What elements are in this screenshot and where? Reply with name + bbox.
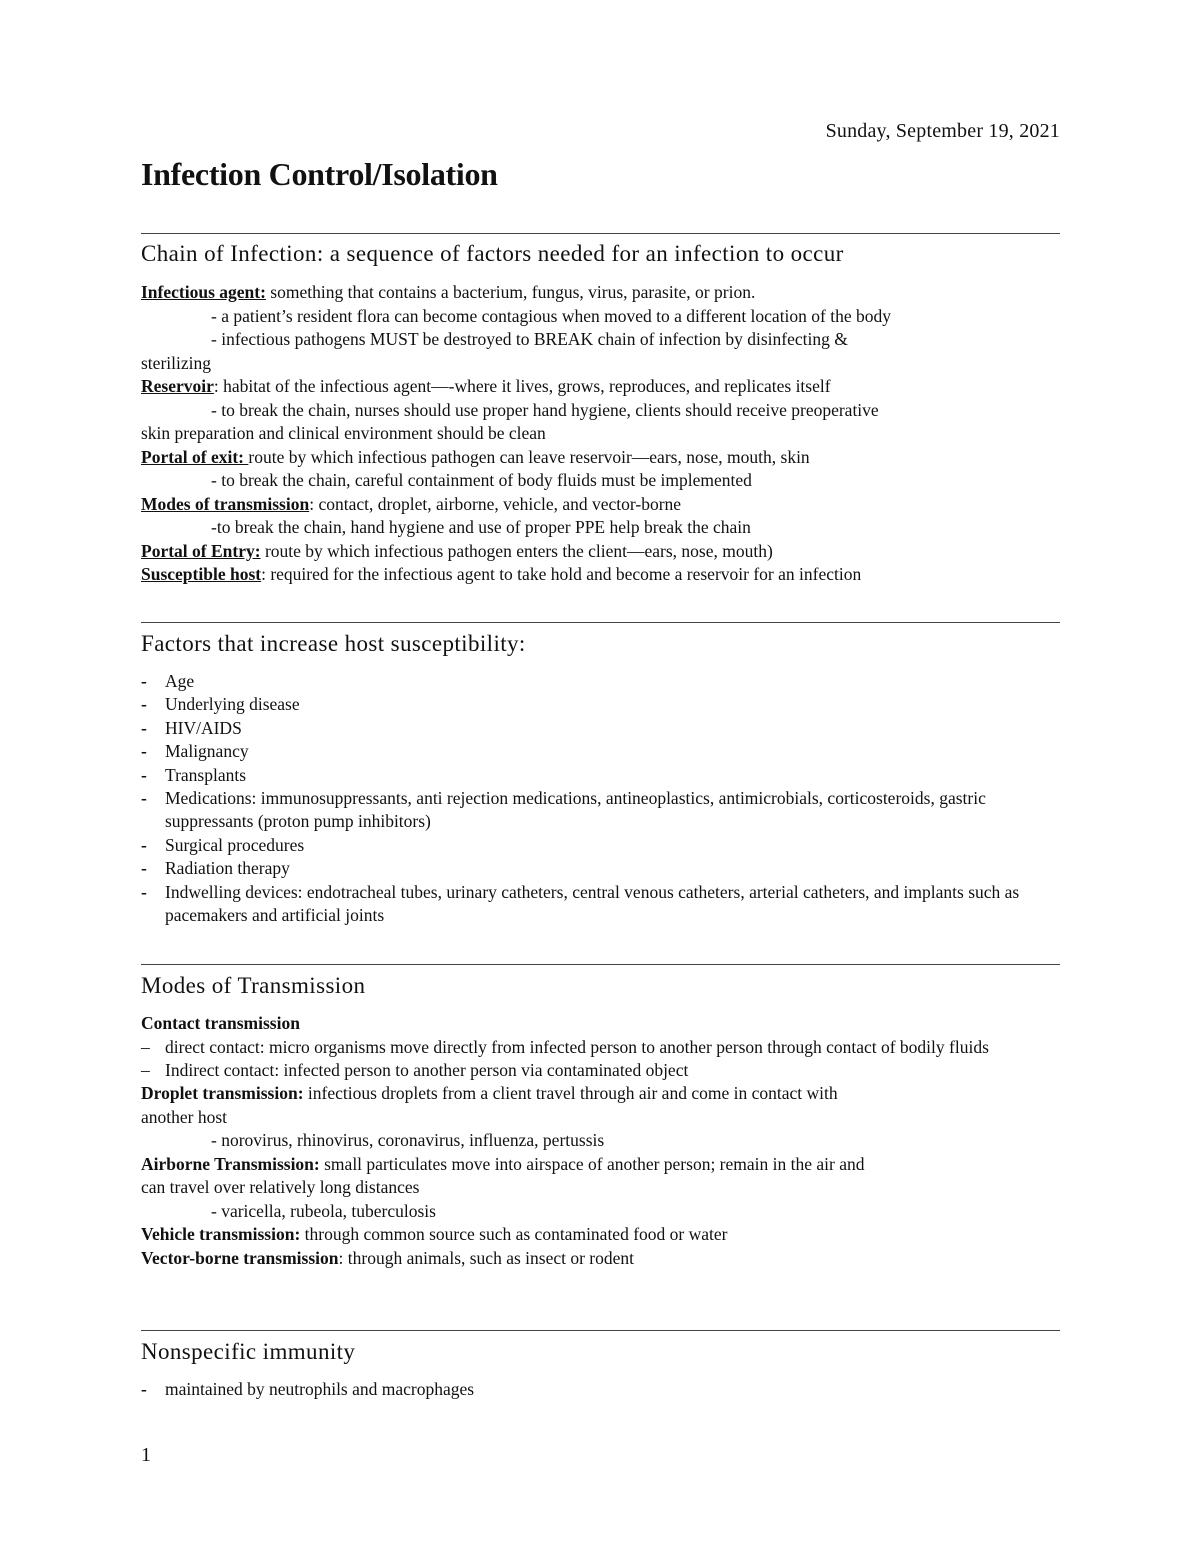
chain-note: - to break the chain, nurses should use proper hand hygiene, clients should receive preoperative bbox=[211, 399, 879, 420]
chain-of-infection-heading: Chain of Infection: a sequence of factors needed for an infection to occur bbox=[141, 241, 844, 266]
chain-note: - a patient’s resident flora can become contagious when moved to a different location of the body bbox=[211, 305, 892, 326]
contact-transmission-list bbox=[141, 1036, 1060, 1083]
airborne-transmission-continued: can travel over relatively long distances bbox=[141, 1177, 420, 1198]
chain-note: - to break the chain, careful containment of body fluids must be implemented bbox=[211, 470, 752, 490]
list-item: - Malignancy bbox=[141, 741, 249, 762]
airborne-examples: - varicella, rubeola, tuberculosis bbox=[211, 1200, 436, 1221]
droplet-transmission-continued: another host bbox=[141, 1106, 228, 1127]
section-divider bbox=[141, 964, 1060, 965]
droplet-transmission: Droplet transmission: infectious droplets from a client travel through air and come in contact with bbox=[141, 1083, 838, 1104]
chain-item-susceptible-host: Susceptible host: required for the infectious agent to take hold and become a reservoir for an infection bbox=[141, 564, 862, 584]
document-date: Sunday, September 19, 2021 bbox=[825, 120, 1060, 142]
chain-item-portal-of-entry: Portal of Entry: route by which infectious pathogen enters the client—ears, nose, mouth) bbox=[141, 540, 773, 561]
droplet-examples: - norovirus, rhinovirus, coronavirus, influenza, pertussis bbox=[211, 1130, 605, 1151]
chain-note: -to break the chain, hand hygiene and use of proper PPE help break the chain bbox=[211, 517, 751, 537]
page-title: Infection Control/Isolation bbox=[141, 156, 498, 192]
list-item: - Surgical procedures bbox=[141, 834, 305, 855]
vector-borne-transmission: Vector-borne transmission: through animals, such as insect or rodent bbox=[141, 1247, 635, 1268]
chain-item-infectious-agent: Infectious agent: something that contains a bacterium, fungus, virus, parasite, or prion. bbox=[141, 282, 756, 302]
section-divider bbox=[141, 233, 1060, 234]
chain-item-modes-of-transmission: Modes of transmission: contact, droplet, airborne, vehicle, and vector-borne bbox=[141, 493, 682, 514]
transmission-body bbox=[141, 1012, 1060, 1270]
immunity-list bbox=[141, 1378, 1060, 1401]
section-divider bbox=[141, 622, 1060, 623]
list-item: - maintained by neutrophils and macrophages bbox=[141, 1379, 475, 1399]
chain-note: - infectious pathogens MUST be destroyed to BREAK chain of infection by disinfecting & bbox=[211, 329, 848, 349]
vehicle-transmission: Vehicle transmission: through common source such as contaminated food or water bbox=[141, 1224, 728, 1245]
susceptibility-heading: Factors that increase host susceptibility: bbox=[141, 631, 526, 656]
chain-of-infection-body bbox=[141, 281, 1060, 587]
list-item: - Radiation therapy bbox=[141, 858, 290, 879]
list-item: - Medications: immunosuppressants, anti rejection medications, antineoplastics, antimicrobials, corticosteroids, gastric suppressants (proton pump inhibitors) bbox=[141, 788, 986, 832]
list-item: - Indwelling devices: endotracheal tubes, urinary catheters, central venous catheters, arterial catheters, and implants such as pacemakers and artificial joints bbox=[141, 881, 1020, 926]
list-item: - Transplants bbox=[141, 764, 247, 785]
chain-item-portal-of-exit: Portal of exit: route by which infectious pathogen can leave reservoir—ears, nose, mouth, skin bbox=[141, 446, 810, 467]
list-item: – Indirect contact: infected person to another person via contaminated object bbox=[141, 1059, 689, 1080]
list-item: - HIV/AIDS bbox=[141, 717, 242, 738]
list-item: - Age bbox=[141, 671, 195, 691]
document-page bbox=[141, 0, 1060, 1553]
transmission-heading: Modes of Transmission bbox=[141, 973, 366, 998]
airborne-transmission: Airborne Transmission: small particulates move into airspace of another person; remain in the air and bbox=[141, 1153, 865, 1174]
list-item: – direct contact: micro organisms move directly from infected person to another person through contact of bodily fluids bbox=[141, 1036, 989, 1057]
contact-transmission-label: Contact transmission bbox=[141, 1013, 300, 1033]
section-divider bbox=[141, 1330, 1060, 1331]
chain-item-reservoir: Reservoir: habitat of the infectious agent—-where it lives, grows, reproduces, and replicates itself bbox=[141, 376, 831, 396]
list-item: - Underlying disease bbox=[141, 694, 300, 715]
immunity-heading: Nonspecific immunity bbox=[141, 1339, 356, 1364]
chain-note-continued: sterilizing bbox=[141, 352, 211, 373]
page-number: 1 bbox=[141, 1444, 151, 1466]
chain-note-continued: skin preparation and clinical environment should be clean bbox=[141, 423, 546, 443]
susceptibility-list bbox=[141, 670, 1060, 927]
